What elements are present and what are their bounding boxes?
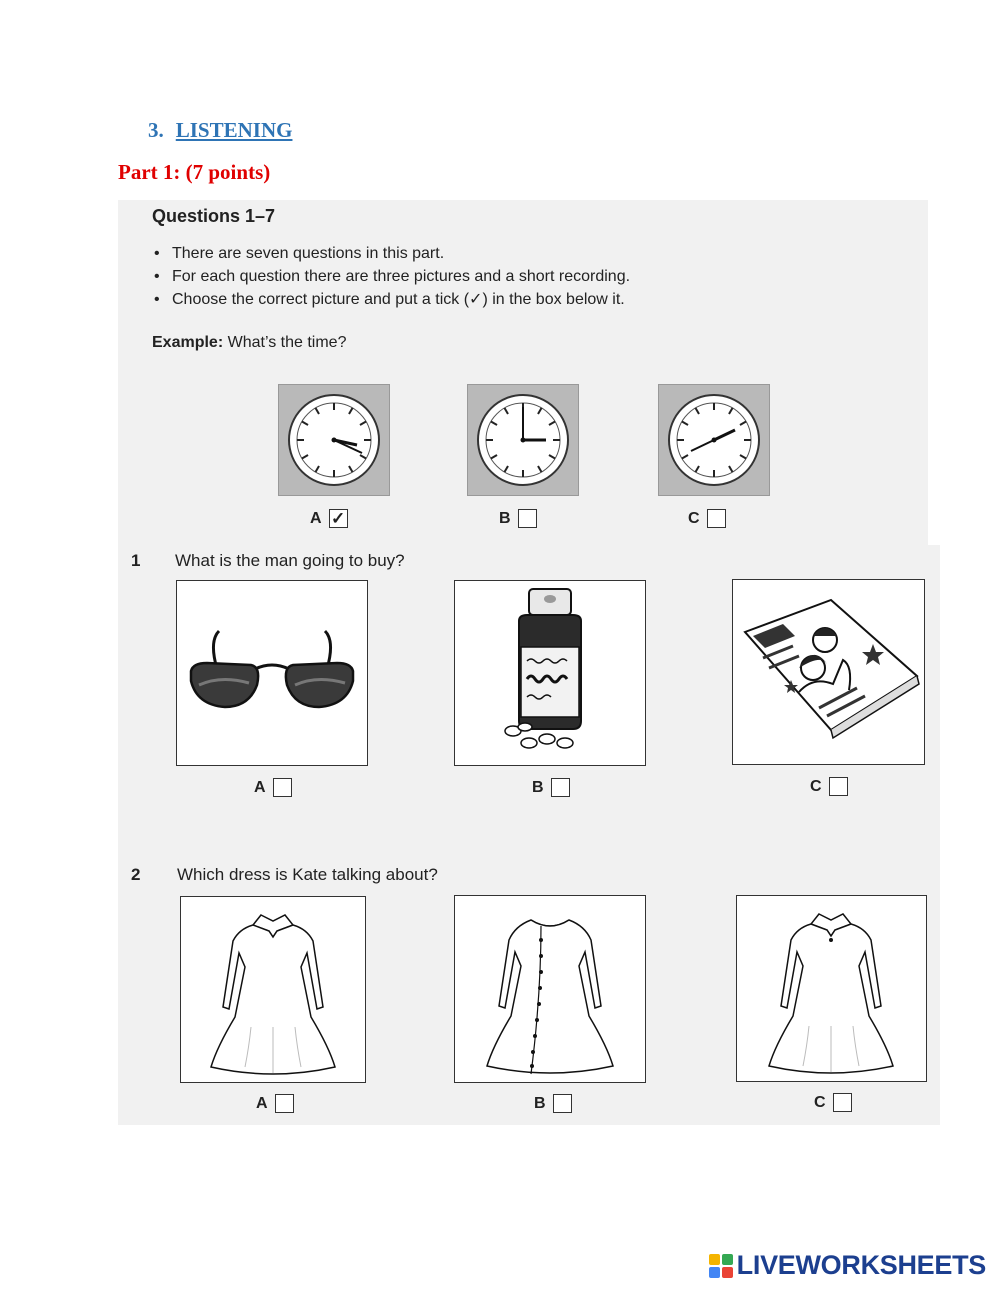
tick-checkbox[interactable]	[275, 1094, 294, 1113]
question-2-picture-c	[736, 895, 927, 1082]
sunglasses-icon	[177, 581, 367, 765]
option-letter: B	[499, 509, 511, 527]
liveworksheets-logo[interactable]	[709, 1250, 986, 1281]
clock-icon	[279, 385, 389, 495]
tick-checkbox[interactable]	[329, 509, 348, 528]
option-letter: A	[256, 1094, 268, 1112]
instructions-panel	[118, 200, 928, 545]
tick-checkbox[interactable]	[829, 777, 848, 796]
logo-square	[709, 1267, 720, 1278]
question-2-option-a[interactable]	[256, 1094, 294, 1113]
clock-icon	[659, 385, 769, 495]
part-heading: Part 1: (7 points)	[118, 160, 271, 184]
tick-checkbox[interactable]	[553, 1094, 572, 1113]
tick-checkbox[interactable]	[551, 778, 570, 797]
dress-icon	[737, 896, 926, 1081]
section-title: LISTENING	[175, 118, 293, 142]
question-1-picture-b	[454, 580, 646, 766]
option-letter: B	[532, 778, 544, 796]
question-2-picture-a	[180, 896, 366, 1083]
logo-grid-icon	[709, 1254, 733, 1278]
pill-bottle-icon	[455, 581, 645, 765]
brand-text: LIVEWORKSHEETS	[736, 1250, 986, 1280]
question-2-picture-b	[454, 895, 646, 1083]
example-option-a[interactable]	[310, 509, 348, 528]
questions-title: Questions 1–7	[152, 206, 276, 226]
tick-mark: ✓	[330, 509, 346, 528]
question-text: Which dress is Kate talking about?	[177, 865, 438, 884]
logo-square	[722, 1267, 733, 1278]
example-picture-c	[658, 384, 770, 496]
example-question: What’s the time?	[227, 334, 347, 351]
question-1-picture-c	[732, 579, 925, 765]
option-letter: C	[688, 509, 700, 527]
question-2-option-c[interactable]	[814, 1093, 852, 1112]
instruction-item: • For each question there are three pictures and a short recording.	[152, 265, 630, 288]
option-letter: A	[310, 509, 322, 527]
logo-square	[722, 1254, 733, 1265]
dress-icon	[455, 896, 645, 1082]
logo-square	[709, 1254, 720, 1265]
option-letter: B	[534, 1094, 546, 1112]
instruction-item: • Choose the correct picture and put a tick (✓) in the box below it.	[152, 288, 630, 311]
tick-checkbox[interactable]	[518, 509, 537, 528]
question-number: 2	[131, 865, 141, 884]
tick-checkbox[interactable]	[707, 509, 726, 528]
option-letter: C	[810, 777, 822, 795]
tick-checkbox[interactable]	[273, 778, 292, 797]
question-2-option-b[interactable]	[534, 1094, 572, 1113]
question-1-picture-a	[176, 580, 368, 766]
example-prompt	[152, 334, 346, 352]
questions-panel	[118, 545, 940, 1125]
option-letter: C	[814, 1093, 826, 1111]
example-option-b[interactable]	[499, 509, 537, 528]
instruction-list	[152, 242, 630, 311]
question-1-option-c[interactable]	[810, 777, 848, 796]
option-letter: A	[254, 778, 266, 796]
example-option-c[interactable]	[688, 509, 726, 528]
example-picture-a	[278, 384, 390, 496]
clock-icon	[468, 385, 578, 495]
instruction-item: • There are seven questions in this part.	[152, 242, 630, 265]
question-text: What is the man going to buy?	[175, 551, 405, 570]
section-heading	[148, 118, 292, 143]
dress-icon	[181, 897, 365, 1082]
question-1-option-a[interactable]	[254, 778, 292, 797]
question-1-option-b[interactable]	[532, 778, 570, 797]
question-number: 1	[131, 551, 141, 570]
tick-checkbox[interactable]	[833, 1093, 852, 1112]
magazine-icon	[733, 580, 924, 764]
example-picture-b	[467, 384, 579, 496]
example-label: Example:	[152, 334, 224, 351]
section-number: 3.	[148, 118, 164, 142]
